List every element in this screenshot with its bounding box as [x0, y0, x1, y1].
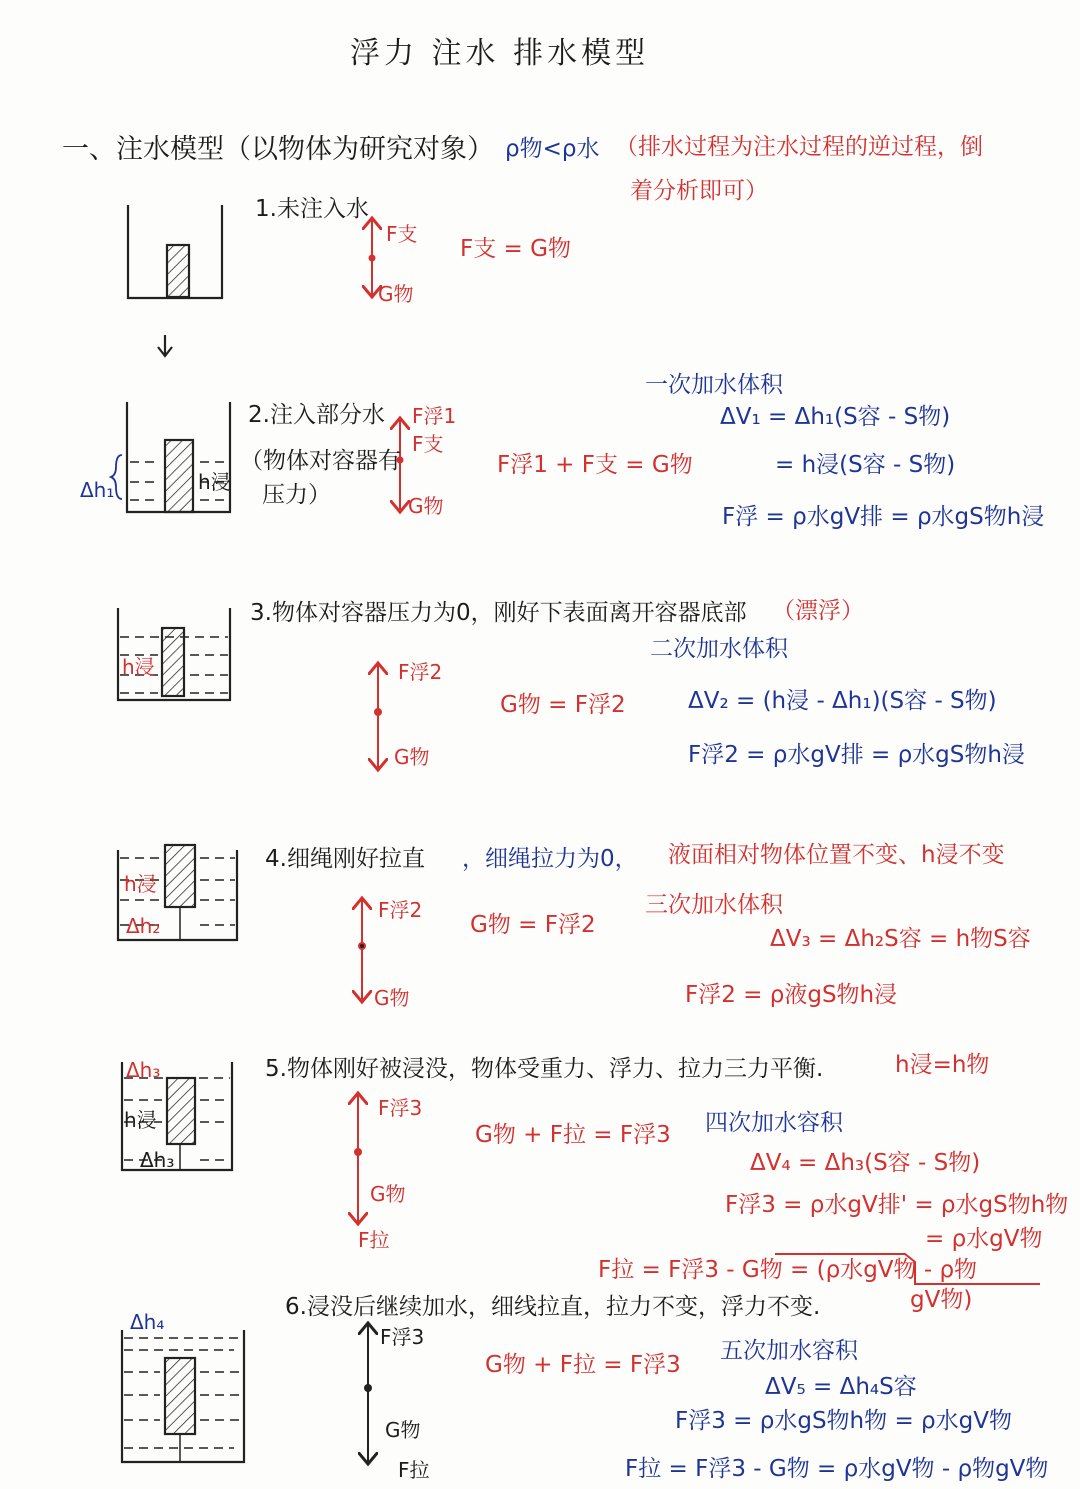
container-step1	[128, 205, 222, 298]
step5-vol-eq: ΔV₄ = Δh₃(S容 - S物)	[750, 1150, 981, 1176]
step2-dh-label: Δh₁	[80, 478, 115, 502]
step5-note: h浸=h物	[895, 1052, 990, 1078]
step6-f-buoy: F浮3	[380, 1325, 425, 1349]
step4-dh-label: Δh₂	[126, 914, 161, 938]
step5-dh3-top: Δh₃	[126, 1058, 161, 1082]
step4-label: 4.细绳刚好拉直	[265, 846, 425, 872]
step5-f-buoy: F浮3	[378, 1096, 423, 1120]
step5-dh-label: Δh₃	[140, 1148, 175, 1172]
step2-label2: （物体对容器有	[240, 448, 401, 474]
page-title: 浮力 注水 排水模型	[350, 36, 650, 71]
step5-h-label: h浸	[124, 1108, 157, 1132]
step5-vol-title: 四次加水容积	[705, 1110, 843, 1136]
step3-vol-eq: ΔV₂ = (h浸 - Δh₁)(S容 - S物)	[688, 688, 997, 714]
step5-pull-eq-tail: gV物)	[910, 1287, 973, 1313]
step3-gravity: G物	[394, 745, 430, 769]
step6-f-pull: F拉	[398, 1458, 430, 1482]
step6-vol-title: 五次加水容积	[720, 1338, 858, 1364]
step2-equation: F浮1 + F支 = G物	[497, 452, 693, 478]
force-arrows-step3	[375, 665, 381, 768]
step4-f-buoy: F浮2	[378, 898, 423, 922]
step4-gravity: G物	[374, 986, 410, 1010]
container-step6	[122, 1330, 244, 1462]
step4-note-red: 液面相对物体位置不变、h浸不变	[668, 842, 1005, 868]
step4-h-label: h浸	[124, 872, 157, 896]
container-step2	[127, 402, 230, 512]
step2-buoy-eq: F浮 = ρ水gV排 = ρ水gS物h浸	[722, 504, 1045, 530]
step6-buoy-eq: F浮3 = ρ水gS物h物 = ρ水gV物	[675, 1408, 1012, 1434]
step2-f-buoy: F浮1	[412, 404, 457, 428]
force-arrows-step1	[370, 220, 375, 295]
down-arrow	[158, 335, 172, 356]
container-step3	[118, 608, 230, 700]
step3-f-buoy: F浮2	[398, 660, 443, 684]
step4-vol-eq: ΔV₃ = Δh₂S容 = h物S容	[770, 926, 1031, 952]
section-heading: 一、注水模型（以物体为研究对象）	[62, 134, 494, 165]
step3-vol-title: 二次加水体积	[650, 636, 788, 662]
step6-gravity: G物	[385, 1418, 421, 1442]
step1-f-support: F支	[386, 222, 418, 246]
step6-label: 6.浸没后继续加水，细线拉直，拉力不变，浮力不变.	[285, 1294, 821, 1320]
step5-equation: G物 + F拉 = F浮3	[475, 1122, 671, 1148]
step6-pull-eq: F拉 = F浮3 - G物 = ρ水gV物 - ρ物gV物	[625, 1456, 1049, 1482]
step6-dh-label: Δh₄	[130, 1310, 165, 1334]
step6-equation: G物 + F拉 = F浮3	[485, 1352, 681, 1378]
step5-pull-eq: F拉 = F浮3 - G物 = (ρ水gV物 - ρ物	[598, 1257, 978, 1283]
step4-vol-title: 三次加水体积	[645, 892, 783, 918]
drain-note-2: 着分析即可）	[630, 178, 768, 204]
step2-label: 2.注入部分水	[248, 402, 385, 428]
step2-h-label: h浸	[198, 470, 231, 494]
density-condition: ρ物<ρ水	[505, 136, 600, 162]
step3-state: （漂浮）	[772, 598, 864, 624]
step1-label: 1.未注入水	[255, 196, 369, 222]
step2-vol-title: 一次加水体积	[645, 372, 783, 398]
step3-buoy-eq: F浮2 = ρ水gV排 = ρ水gS物h浸	[688, 742, 1025, 768]
step2-gravity: G物	[408, 494, 444, 518]
step5-buoy-eq: F浮3 = ρ水gV排' = ρ水gS物h物	[725, 1192, 1069, 1218]
force-arrows-step6	[365, 1325, 371, 1462]
step4-equation: G物 = F浮2	[470, 912, 596, 938]
step2-vol-eq2: = h浸(S容 - S物)	[775, 452, 956, 478]
step2-vol-eq1: ΔV₁ = Δh₁(S容 - S物)	[720, 404, 951, 430]
step2-label3: 压力）	[262, 482, 331, 508]
step5-gravity: G物	[370, 1182, 406, 1206]
drain-note: （排水过程为注水过程的逆过程，倒	[615, 134, 983, 160]
step2-f-support: F支	[412, 432, 444, 456]
step3-label: 3.物体对容器压力为0，刚好下表面离开容器底部	[250, 600, 747, 626]
step6-vol-eq: ΔV₅ = Δh₄S容	[765, 1374, 917, 1400]
step4-note-blue: ，细绳拉力为0，	[462, 846, 638, 872]
step1-equation: F支 = G物	[460, 236, 571, 262]
step3-h-label: h浸	[122, 655, 155, 679]
force-arrows-step4	[359, 900, 365, 1000]
step1-gravity: G物	[378, 282, 414, 306]
step3-equation: G物 = F浮2	[500, 692, 626, 718]
step5-label: 5.物体刚好被浸没，物体受重力、浮力、拉力三力平衡.	[265, 1056, 824, 1082]
force-arrows-step5	[355, 1095, 361, 1222]
step5-f-pull: F拉	[358, 1228, 390, 1252]
step5-buoy-eq2: = ρ水gV物	[925, 1226, 1043, 1252]
step4-buoy-eq: F浮2 = ρ液gS物h浸	[685, 982, 898, 1008]
